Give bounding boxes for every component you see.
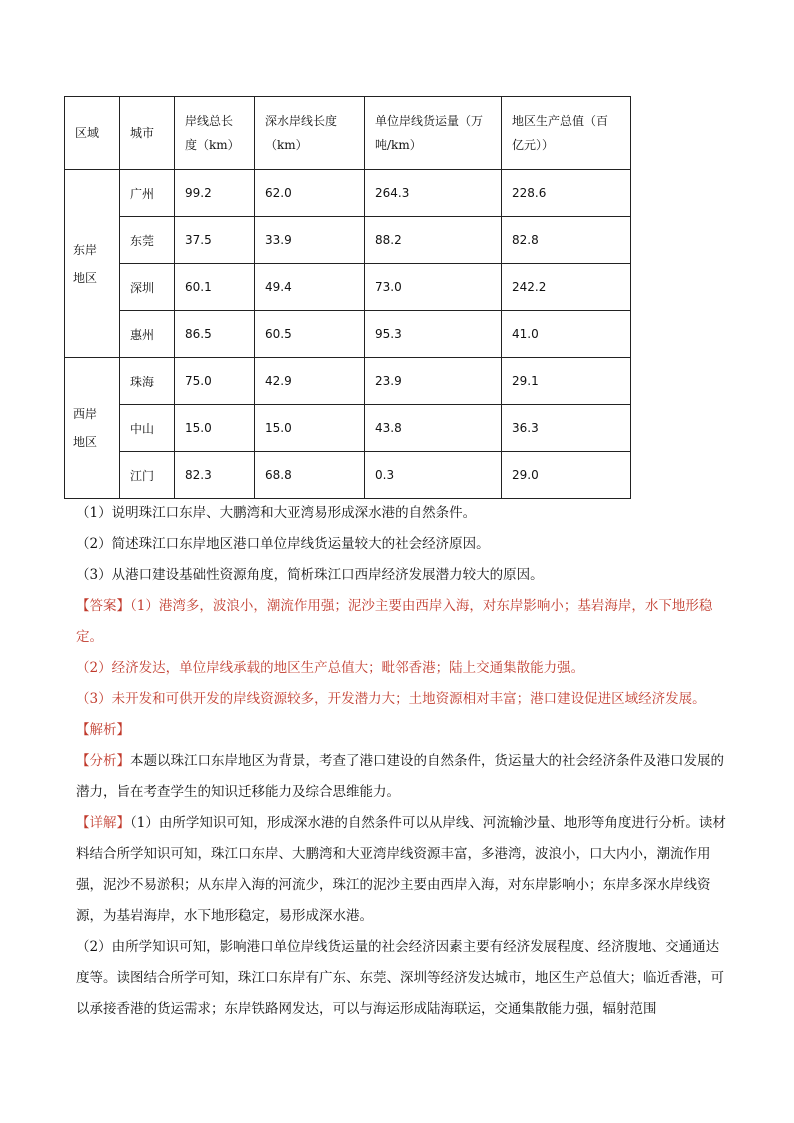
city-cell: 深圳: [120, 264, 175, 311]
table-row: [65, 170, 631, 217]
value-cell: 242.2: [502, 264, 631, 311]
xiangjie-label: 【详解】: [76, 815, 130, 831]
answer-1: 【答案】（1）港湾多，波浪小，潮流作用强；泥沙主要由西岸入海，对东岸影响小；基岩海岸，水下地形稳定。: [76, 598, 713, 645]
value-cell: 0.3: [365, 452, 502, 499]
data-table: [64, 96, 631, 499]
value-cell: 23.9: [365, 358, 502, 405]
value-cell: 41.0: [502, 311, 631, 358]
value-cell: 37.5: [175, 217, 255, 264]
header-cell: 深水岸线长度 （km）: [255, 97, 365, 170]
value-cell: 43.8: [365, 405, 502, 452]
value-cell: 62.0: [255, 170, 365, 217]
value-cell: 49.4: [255, 264, 365, 311]
question-3: （3）从港口建设基础性资源角度，简析珠江口西岸经济发展潜力较大的原因。: [76, 567, 544, 583]
question-2: （2）简述珠江口东岸地区港口单位岸线货运量较大的社会经济原因。: [76, 536, 490, 552]
value-cell: 60.1: [175, 264, 255, 311]
header-cell: 区域: [65, 97, 120, 170]
question-block: [76, 498, 726, 591]
region-cell: 东岸 地区: [65, 170, 120, 358]
analysis-xiangjie-2: （2）由所学知识可知，影响港口单位岸线货运量的社会经济因素主要有经济发展程度、经济腹地、交通通达度等。读图结合所学可知，珠江口东岸有广东、东莞、深圳等经济发达城市，地区生产总值大；临近香港，可以承接香港的货运需求；东岸铁路网发达，可以与海运形成陆海联运，交通集散能力强，辐射范围: [76, 939, 724, 1017]
value-cell: 15.0: [255, 405, 365, 452]
table-row: [65, 358, 631, 405]
answer-2: （2）经济发达，单位岸线承载的地区生产总值大；毗邻香港；陆上交通集散能力强。: [76, 660, 585, 676]
value-cell: 95.3: [365, 311, 502, 358]
table-header-row: [65, 97, 631, 170]
city-cell: 江门: [120, 452, 175, 499]
value-cell: 99.2: [175, 170, 255, 217]
value-cell: 36.3: [502, 405, 631, 452]
table-row: [65, 452, 631, 499]
header-cell: 岸线总长 度（km）: [175, 97, 255, 170]
table-row: [65, 311, 631, 358]
answer-3: （3）未开发和可供开发的岸线资源较多，开发潜力大；土地资源相对丰富；港口建设促进区域经济发展。: [76, 691, 706, 707]
analysis-xiangjie-1: 【详解】（1）由所学知识可知，形成深水港的自然条件可以从岸线、河流输沙量、地形等角度进行分析。读材料结合所学知识可知，珠江口东岸、大鹏湾和大亚湾岸线资源丰富，多港湾，波浪小，口大内小，潮流作用强，泥沙不易淤积；从东岸入海的河流少，珠江的泥沙主要由西岸入海，对东岸影响小；东岸多深水岸线资源，为基岩海岸，水下地形稳定，易形成深水港。: [76, 815, 726, 924]
value-cell: 29.1: [502, 358, 631, 405]
value-cell: 15.0: [175, 405, 255, 452]
city-cell: 广州: [120, 170, 175, 217]
header-cell: 单位岸线货运量（万 吨/km）: [365, 97, 502, 170]
question-1: （1）说明珠江口东岸、大鹏湾和大亚湾易形成深水港的自然条件。: [76, 505, 477, 521]
header-cell: 地区生产总值（百 亿元））: [502, 97, 631, 170]
table-row: [65, 405, 631, 452]
answer-block: [76, 591, 726, 715]
value-cell: 60.5: [255, 311, 365, 358]
answer-label: 【答案】: [76, 598, 130, 614]
value-cell: 29.0: [502, 452, 631, 499]
header-cell: 城市: [120, 97, 175, 170]
value-cell: 86.5: [175, 311, 255, 358]
value-cell: 33.9: [255, 217, 365, 264]
city-cell: 惠州: [120, 311, 175, 358]
value-cell: 75.0: [175, 358, 255, 405]
city-cell: 东莞: [120, 217, 175, 264]
value-cell: 68.8: [255, 452, 365, 499]
city-cell: 中山: [120, 405, 175, 452]
region-cell: 西岸 地区: [65, 358, 120, 499]
value-cell: 82.3: [175, 452, 255, 499]
analysis-label: 【解析】: [76, 722, 130, 738]
analysis-fenxi: 【分析】本题以珠江口东岸地区为背景，考查了港口建设的自然条件，货运量大的社会经济条件及港口发展的潜力，旨在考查学生的知识迁移能力及综合思维能力。: [76, 753, 724, 800]
value-cell: 42.9: [255, 358, 365, 405]
table-row: [65, 217, 631, 264]
value-cell: 73.0: [365, 264, 502, 311]
analysis-block: [76, 715, 726, 1025]
value-cell: 82.8: [502, 217, 631, 264]
city-cell: 珠海: [120, 358, 175, 405]
fenxi-label: 【分析】: [76, 753, 130, 769]
table-row: [65, 264, 631, 311]
value-cell: 264.3: [365, 170, 502, 217]
value-cell: 228.6: [502, 170, 631, 217]
value-cell: 88.2: [365, 217, 502, 264]
